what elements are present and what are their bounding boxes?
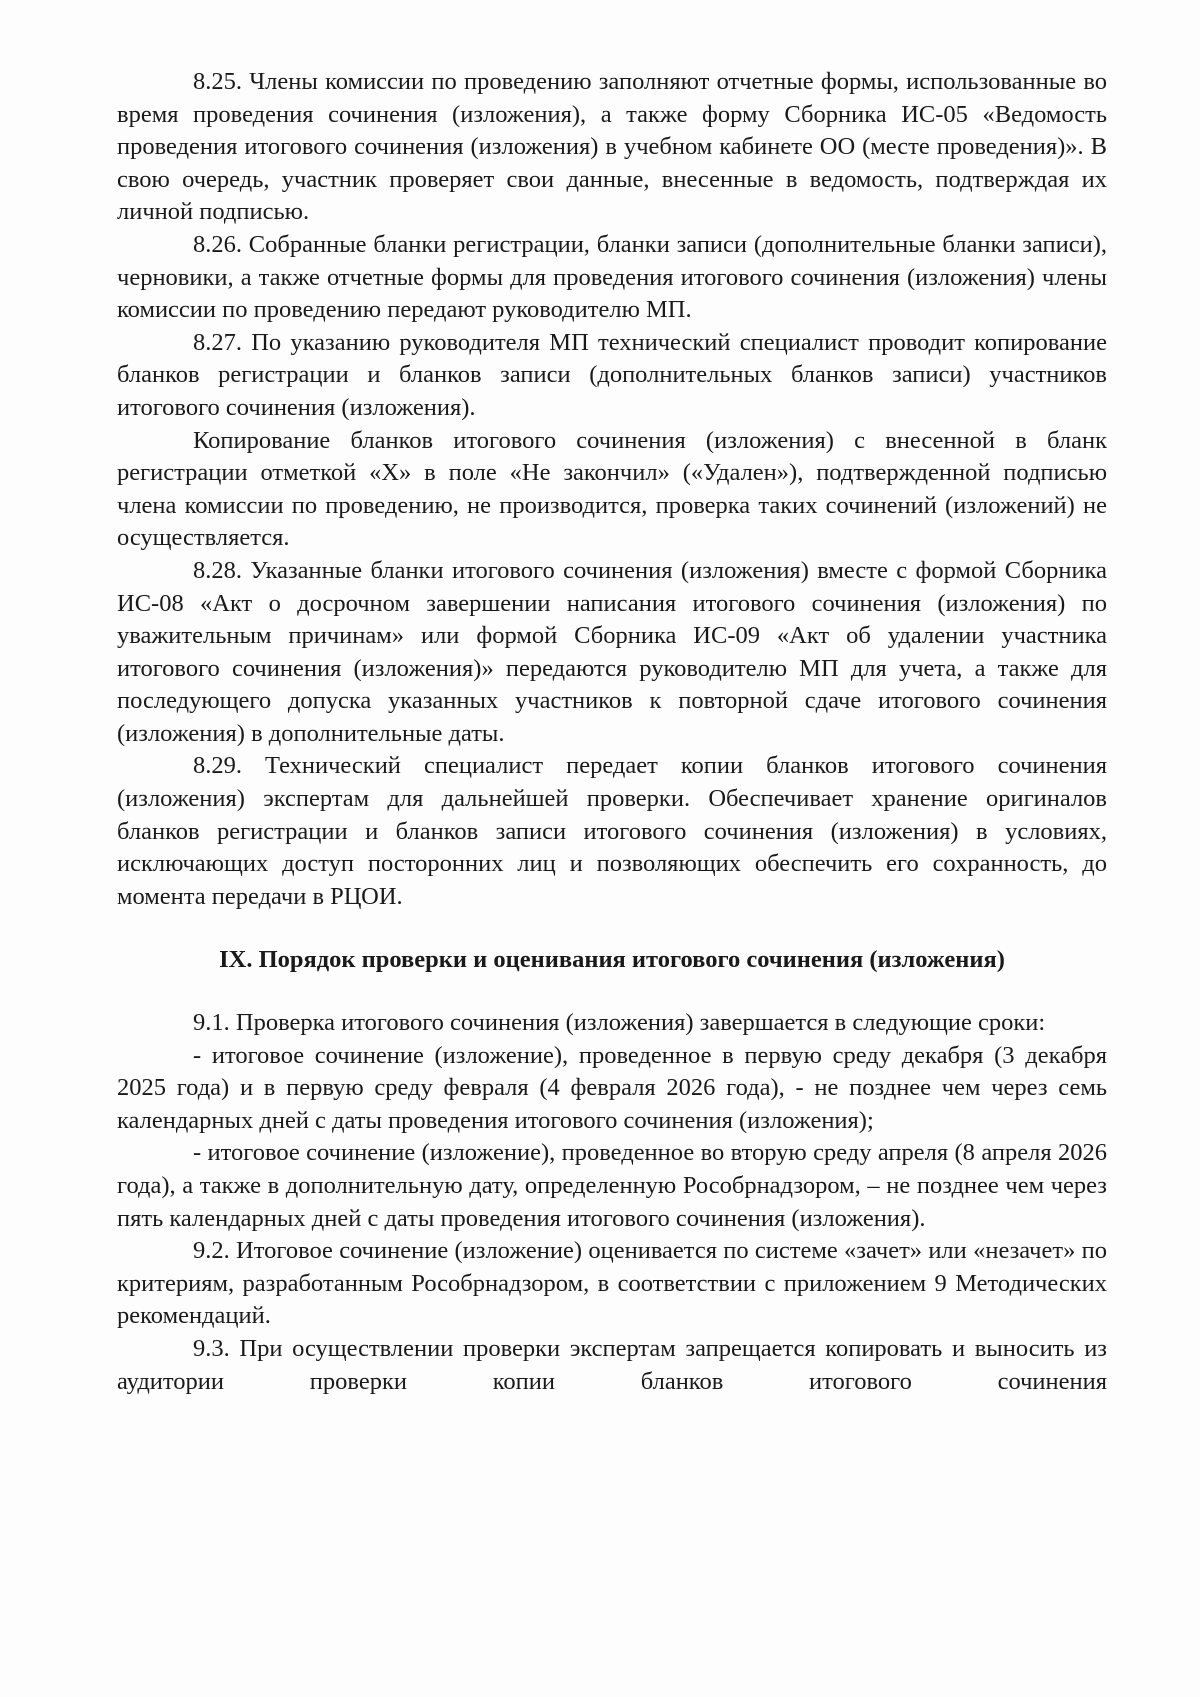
paragraph-9-2: 9.2. Итоговое сочинение (изложение) оценивается по системе «зачет» или «незачет» по критериям, разработанным Рособрнадзором, в соответствии с приложением 9 Методических рекомендаций. xyxy=(117,1237,1107,1330)
paragraph-9-1-april: - итоговое сочинение (изложение), проведенное во вторую среду апреля (8 апреля 2026 года), а также в дополнительную дату, определенную Рособрнадзором, – не позднее чем через пять календарных дней с даты проведения итогового сочинения (изложения). xyxy=(117,1139,1107,1232)
paragraph-8-28: 8.28. Указанные бланки итогового сочинения (изложения) вместе с формой Сборника ИС-08 «Акт о досрочном завершении написания итогового сочинения (изложения) по уважительным причинам» или формой Сборника ИС-09 «Акт об удалении участника итогового сочинения (изложения)» передаются руководителю МП для учета, а также для последующего допуска указанных участников к повторной сдаче итогового сочинения (изложения) в дополнительные даты. xyxy=(117,556,1107,747)
document-body xyxy=(117,66,1107,1398)
paragraph-8-25: 8.25. Члены комиссии по проведению заполняют отчетные формы, использованные во время проведения сочинения (изложения), а также форму Сборника ИС-05 «Ведомость проведения итогового сочинения (изложения) в учебном кабинете ОО (месте проведения)». В свою очередь, участник проверяет свои данные, внесенные в ведомость, подтверждая их личной подписью. xyxy=(117,68,1107,226)
paragraph-8-26: 8.26. Собранные бланки регистрации, бланки записи (дополнительные бланки записи), черновики, а также отчетные формы для проведения итогового сочинения (изложения) члены комиссии по проведению передают руководителю МП. xyxy=(117,230,1107,324)
section-heading-ix: IX. Порядок проверки и оценивания итогового сочинения (изложения) xyxy=(219,946,1005,974)
paragraph-8-29: 8.29. Технический специалист передает копии бланков итогового сочинения (изложения) экспертам для дальнейшей проверки. Обеспечивает хранение оригиналов бланков регистрации и бланков записи итогового сочинения (изложения) в условиях, исключающих доступ посторонних лиц и позволяющих обеспечить его сохранность, до момента передачи в РЦОИ. xyxy=(117,752,1107,910)
paragraph-9-3: 9.3. При осуществлении проверки экспертам запрещается копировать и выносить из аудитории проверки копии бланков итогового сочинения xyxy=(117,1334,1107,1395)
paragraph-9-1: 9.1. Проверка итогового сочинения (изложения) завершается в следующие сроки: xyxy=(193,1009,1046,1037)
paragraph-9-1-december-february: - итоговое сочинение (изложение), проведенное в первую среду декабря (3 декабря 2025 года) и в первую среду февраля (4 февраля 2026 года), - не позднее чем через семь календарных дней с даты проведения итогового сочинения (изложения); xyxy=(117,1041,1107,1134)
paragraph-8-27: 8.27. По указанию руководителя МП технический специалист проводит копирование бланков регистрации и бланков записи (дополнительных бланков записи) участников итогового сочинения (изложения). xyxy=(117,328,1107,421)
paragraph-copying-note: Копирование бланков итогового сочинения (изложения) с внесенной в бланк регистрации отметкой «Х» в поле «Не закончил» («Удален»), подтвержденной подписью члена комиссии по проведению, не производится, проверка таких сочинений (изложений) не осуществляется. xyxy=(117,426,1107,552)
